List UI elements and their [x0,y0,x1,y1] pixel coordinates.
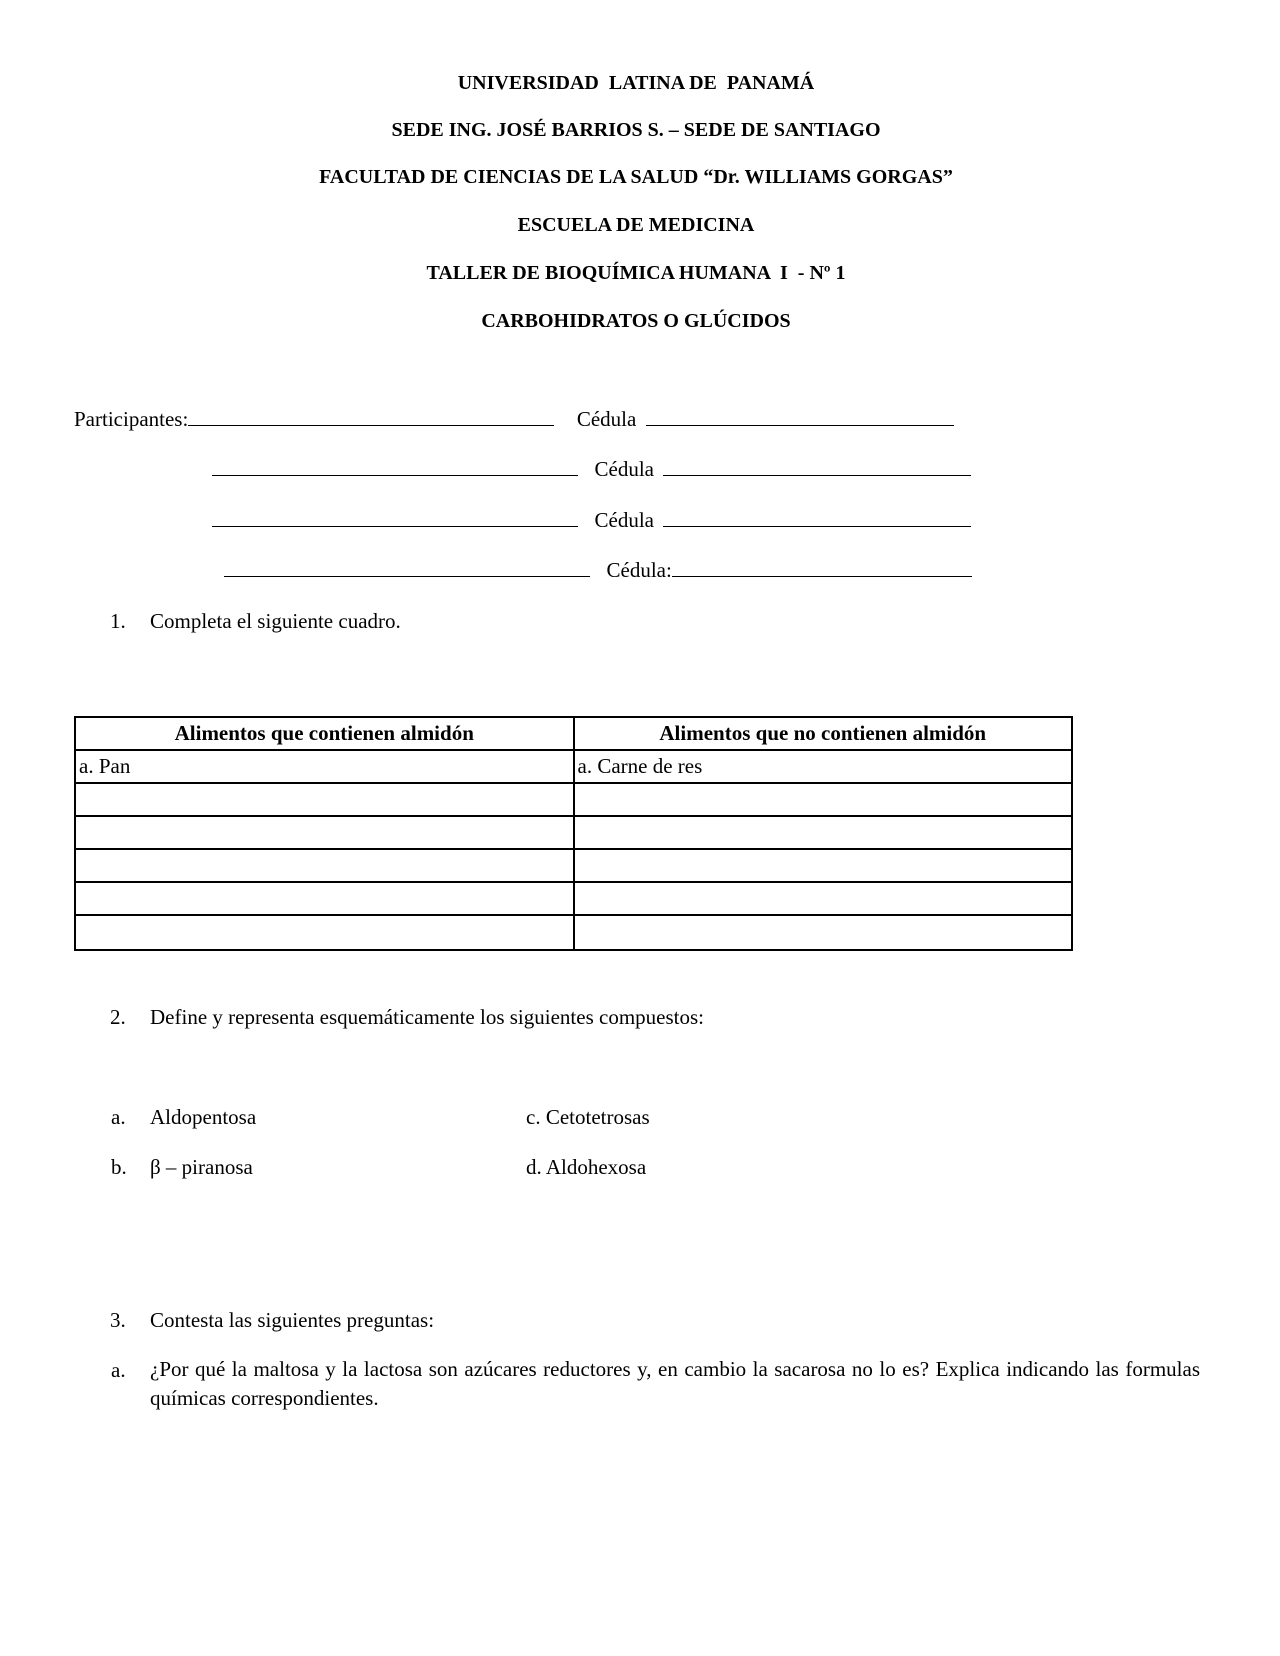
question-3a-text: ¿Por qué la maltosa y la lactosa son azúcares reductores y, en cambio la sacarosa no lo es? Explica indicando las formulas químicas correspondientes. [150,1357,1200,1410]
table-cell[interactable] [75,816,574,849]
table-row [75,816,1072,849]
school-name: ESCUELA DE MEDICINA [517,214,755,236]
participant-row-2 [212,457,971,482]
item-d-text: d. Aldohexosa [526,1155,647,1179]
participant-row-1 [74,407,954,432]
table-cell[interactable] [75,849,574,882]
participants-label: Participantes: [74,407,189,431]
item-b-text: β – piranosa [150,1155,253,1179]
question-1-number: 1. [110,609,126,633]
column-header-starch: Alimentos que contienen almidón [75,717,574,750]
participant-name-blank[interactable] [224,558,590,577]
table-cell[interactable] [574,783,1073,816]
column-header-no-starch: Alimentos que no contienen almidón [574,717,1073,750]
workshop-title: TALLER DE BIOQUÍMICA HUMANA I - Nº 1 [426,262,846,284]
table-cell[interactable] [574,882,1073,915]
participant-name-blank[interactable] [212,457,578,476]
topic-title: CARBOHIDRATOS O GLÚCIDOS [481,310,791,332]
participant-name-blank[interactable] [212,508,578,527]
id-label: Cédula [594,508,654,532]
table-cell[interactable]: a. Carne de res [574,750,1073,783]
table-cell[interactable] [574,849,1073,882]
participant-row-4 [224,558,972,583]
table-header-row [75,717,1072,750]
item-a-marker: a. [111,1105,126,1129]
table-row [75,915,1072,950]
campus-name: SEDE ING. JOSÉ BARRIOS S. – SEDE DE SANTIAGO [391,119,881,141]
question-3-number: 3. [110,1308,126,1332]
question-2-number: 2. [110,1005,126,1029]
table-row [75,849,1072,882]
item-a-text: Aldopentosa [150,1105,257,1129]
id-blank[interactable] [663,508,971,527]
question-3a-marker: a. [111,1358,126,1382]
item-b-marker: b. [111,1155,127,1179]
question-3-text: Contesta las siguientes preguntas: [150,1308,435,1332]
table-row [75,882,1072,915]
id-label: Cédula [594,457,654,481]
question-1-text: Completa el siguiente cuadro. [150,609,401,633]
table-cell[interactable] [574,816,1073,849]
starch-foods-table [74,716,1073,951]
table-cell[interactable] [574,915,1073,950]
item-c-text: c. Cetotetrosas [526,1105,650,1129]
id-label: Cédula [576,407,637,431]
table-cell[interactable] [75,783,574,816]
table-row [75,783,1072,816]
id-blank[interactable] [663,457,971,476]
faculty-name: FACULTAD DE CIENCIAS DE LA SALUD “Dr. WILLIAMS GORGAS” [319,166,953,188]
table-cell[interactable] [75,882,574,915]
table-cell[interactable]: a. Pan [75,750,574,783]
question-2-text: Define y representa esquemáticamente los siguientes compuestos: [150,1005,704,1029]
participant-name-blank[interactable] [188,407,554,426]
id-label: Cédula: [606,558,672,582]
table-cell[interactable] [75,915,574,950]
table-row [75,750,1072,783]
participant-row-3 [212,508,971,533]
id-blank[interactable] [646,407,954,426]
id-blank[interactable] [672,558,972,577]
university-name: UNIVERSIDAD LATINA DE PANAMÁ [457,72,815,94]
